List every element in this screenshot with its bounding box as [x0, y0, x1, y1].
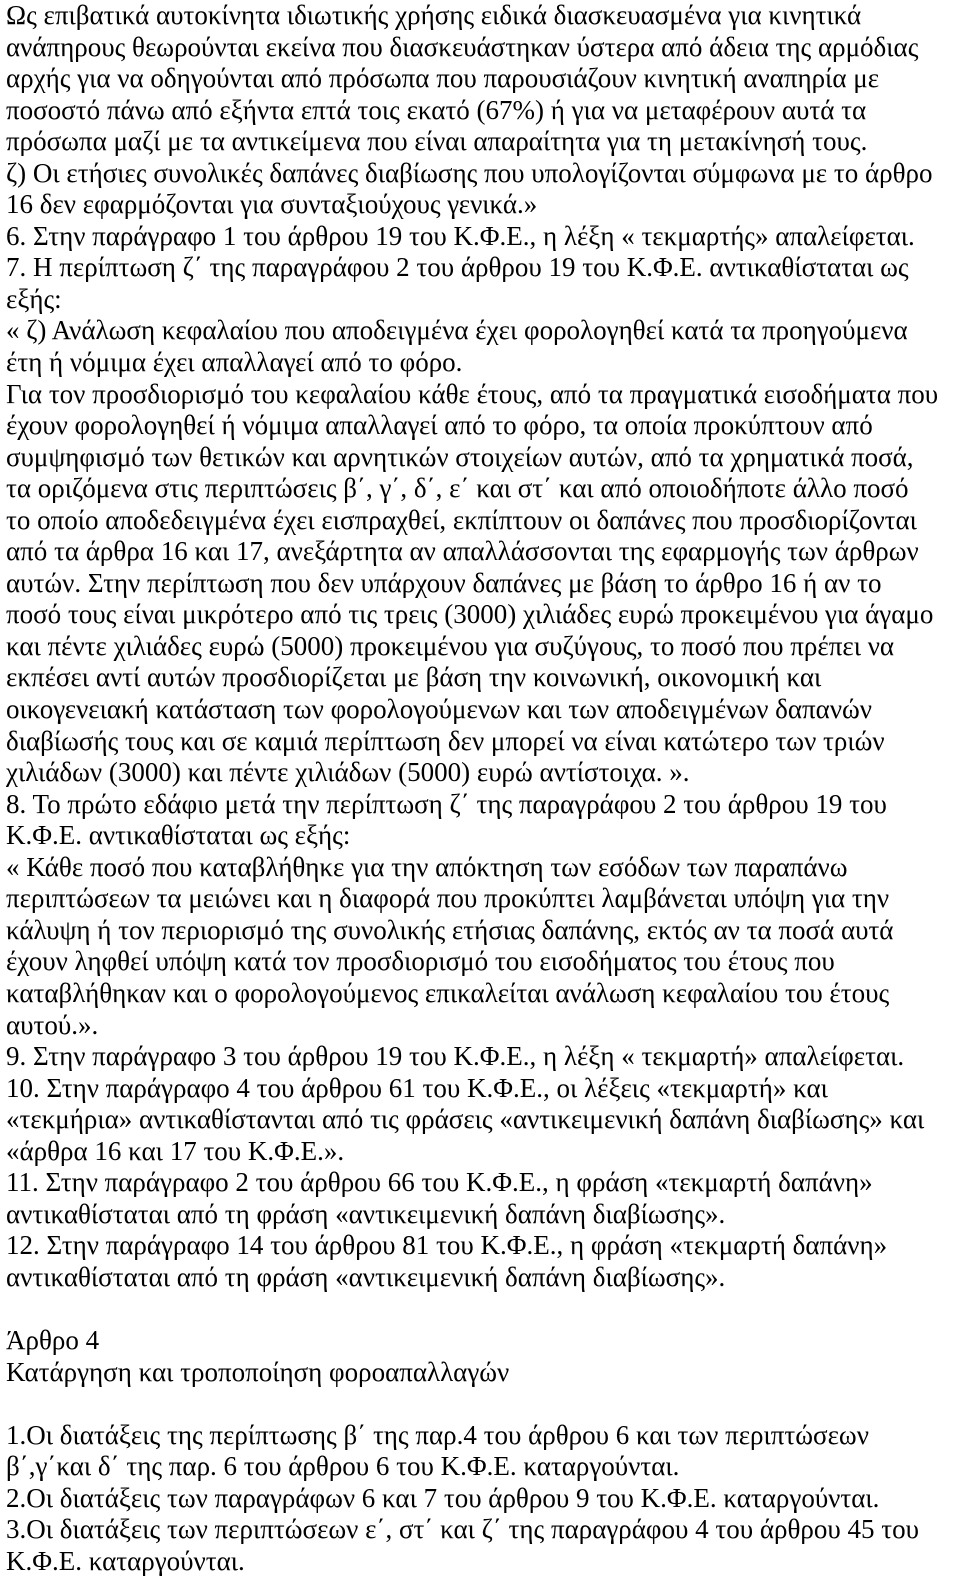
text-line: ποσό τους είναι μικρότερο από τις τρεις (3000) χιλιάδες ευρώ προκειμένου για άγαμο [6, 599, 934, 630]
text-line: 16 δεν εφαρμόζονται για συνταξιούχους γενικά.» [6, 189, 538, 220]
text-line: ανάπηρους θεωρούνται εκείνα που διασκευάστηκαν ύστερα από άδεια της αρμόδιας [6, 31, 919, 62]
text-line: αντικαθίσταται από τη φράση «αντικειμενική δαπάνη διαβίωσης». [6, 1261, 726, 1292]
text-line: συμψηφισμό των θετικών και αρνητικών στοιχείων αυτών, από τα χρηματικά ποσά, [6, 441, 914, 472]
blank-line [6, 1293, 954, 1325]
text-line: 11. Στην παράγραφο 2 του άρθρου 66 του Κ.Φ.Ε., η φράση «τεκμαρτή δαπάνη» [6, 1167, 873, 1198]
article-title: Κατάργηση και τροποποίηση φοροαπαλλαγών [6, 1356, 510, 1387]
text-line: 6. Στην παράγραφο 1 του άρθρου 19 του Κ.Φ.Ε., η λέξη « τεκμαρτής» απαλείφεται. [6, 220, 915, 251]
text-line: «τεκμήρια» αντικαθίστανται από τις φράσεις «αντικειμενική δαπάνη διαβίωσης» και [6, 1104, 925, 1135]
article-text-line: 2.Οι διατάξεις των παραγράφων 6 και 7 του άρθρου 9 του Κ.Φ.Ε. καταργούνται. [6, 1482, 880, 1513]
text-line: ζ) Οι ετήσιες συνολικές δαπάνες διαβίωσης που υπολογίζονται σύμφωνα με το άρθρο [6, 157, 933, 188]
text-line: «άρθρα 16 και 17 του Κ.Φ.Ε.». [6, 1135, 345, 1166]
text-line: Ως επιβατικά αυτοκίνητα ιδιωτικής χρήσης ειδικά διασκευασμένα για κινητικά [6, 0, 862, 30]
article-text-line: Κ.Φ.Ε. καταργούνται. [6, 1545, 245, 1576]
text-line: αυτών. Στην περίπτωση που δεν υπάρχουν δαπάνες με βάση το άρθρο 16 ή αν το [6, 567, 882, 598]
text-line: από τα άρθρα 16 και 17, ανεξάρτητα αν απαλλάσσονται της εφαρμογής των άρθρων [6, 536, 919, 567]
text-line: 12. Στην παράγραφο 14 του άρθρου 81 του Κ.Φ.Ε., η φράση «τεκμαρτή δαπάνη» [6, 1230, 888, 1261]
text-line: διαβίωσής τους και σε καμιά περίπτωση δεν μπορεί να είναι κατώτερο των τριών [6, 725, 885, 756]
text-line: αντικαθίσταται από τη φράση «αντικειμενική δαπάνη διαβίωσης». [6, 1198, 726, 1229]
text-line: οικογενειακή κατάσταση των φορολογούμενων και των αποδειγμένων δαπανών [6, 694, 873, 725]
text-line: έτη ή νόμιμα έχει απαλλαγεί από το φόρο. [6, 347, 463, 378]
article-text-line: 1.Οι διατάξεις της περίπτωσης β΄ της παρ.4 του άρθρου 6 και των περιπτώσεων [6, 1419, 869, 1450]
text-line: τα οριζόμενα στις περιπτώσεις β΄, γ΄, δ΄, ε΄ και στ΄ και από οποιοδήποτε άλλο ποσό [6, 473, 909, 504]
text-line: πρόσωπα μαζί με τα αντικείμενα που είναι απαραίτητα για τη μετακίνησή τους. [6, 126, 868, 157]
text-line: Για τον προσδιορισμό του κεφαλαίου κάθε έτους, από τα πραγματικά εισοδήματα που [6, 378, 939, 409]
text-line: το οποίο αποδεδειγμένα έχει εισπραχθεί, εκπίπτουν οι δαπάνες που προσδιορίζονται [6, 504, 917, 535]
text-line: εκπέσει αντί αυτών προσδιορίζεται με βάση την κοινωνική, οικονομική και [6, 662, 822, 693]
text-line: και πέντε χιλιάδες ευρώ (5000) προκειμένου για συζύγους, το ποσό που πρέπει να [6, 630, 895, 661]
document-page [6, 0, 954, 1588]
text-line: έχουν ληφθεί υπόψη κατά τον προσδιορισμό του εισοδήματος του έτους που [6, 946, 835, 977]
text-line: έχουν φορολογηθεί ή νόμιμα απαλλαγεί από το φόρο, τα οποία προκύπτουν από [6, 410, 873, 441]
text-line: αυτού.». [6, 1009, 99, 1040]
article-text-line: 3.Οι διατάξεις των περιπτώσεων ε΄, στ΄ και ζ΄ της παραγράφου 4 του άρθρου 45 του [6, 1514, 919, 1545]
text-line: Κ.Φ.Ε. αντικαθίσταται ως εξής: [6, 820, 351, 851]
text-line: περιπτώσεων τα μειώνει και η διαφορά που προκύπτει λαμβάνεται υπόψη για την [6, 883, 890, 914]
text-line: καταβλήθηκαν και ο φορολογούμενος επικαλείται ανάλωση κεφαλαίου του έτους [6, 977, 890, 1008]
text-line: 8. Το πρώτο εδάφιο μετά την περίπτωση ζ΄ της παραγράφου 2 του άρθρου 19 του [6, 788, 887, 819]
text-line: 9. Στην παράγραφο 3 του άρθρου 19 του Κ.Φ.Ε., η λέξη « τεκμαρτή» απαλείφεται. [6, 1041, 905, 1072]
text-line: « ζ) Ανάλωση κεφαλαίου που αποδειγμένα έχει φορολογηθεί κατά τα προηγούμενα [6, 315, 908, 346]
text-line: « Κάθε ποσό που καταβλήθηκε για την απόκτηση των εσόδων των παραπάνω [6, 851, 848, 882]
text-line: χιλιάδων (3000) και πέντε χιλιάδων (5000) ευρώ αντίστοιχα. ». [6, 757, 690, 788]
text-line: εξής: [6, 283, 62, 314]
text-line: αρχής για να οδηγούνται από πρόσωπα που παρουσιάζουν κινητική αναπηρία με [6, 63, 880, 94]
text-line: 10. Στην παράγραφο 4 του άρθρου 61 του Κ.Φ.Ε., οι λέξεις «τεκμαρτή» και [6, 1072, 828, 1103]
text-line: 7. Η περίπτωση ζ΄ της παραγράφου 2 του άρθρου 19 του Κ.Φ.Ε. αντικαθίσταται ως [6, 252, 909, 283]
text-line: ποσοστό πάνω από εξήντα επτά τοις εκατό (67%) ή για να μεταφέρουν αυτά τα [6, 94, 867, 125]
blank-line [6, 1388, 954, 1420]
text-line: κάλυψη ή τον περιορισμό της συνολικής ετήσιας δαπάνης, εκτός αν τα ποσά αυτά [6, 914, 894, 945]
article-text-line: β΄,γ΄και δ΄ της παρ. 6 του άρθρου 6 του Κ.Φ.Ε. καταργούνται. [6, 1451, 680, 1482]
article-heading: Άρθρο 4 [6, 1324, 100, 1355]
